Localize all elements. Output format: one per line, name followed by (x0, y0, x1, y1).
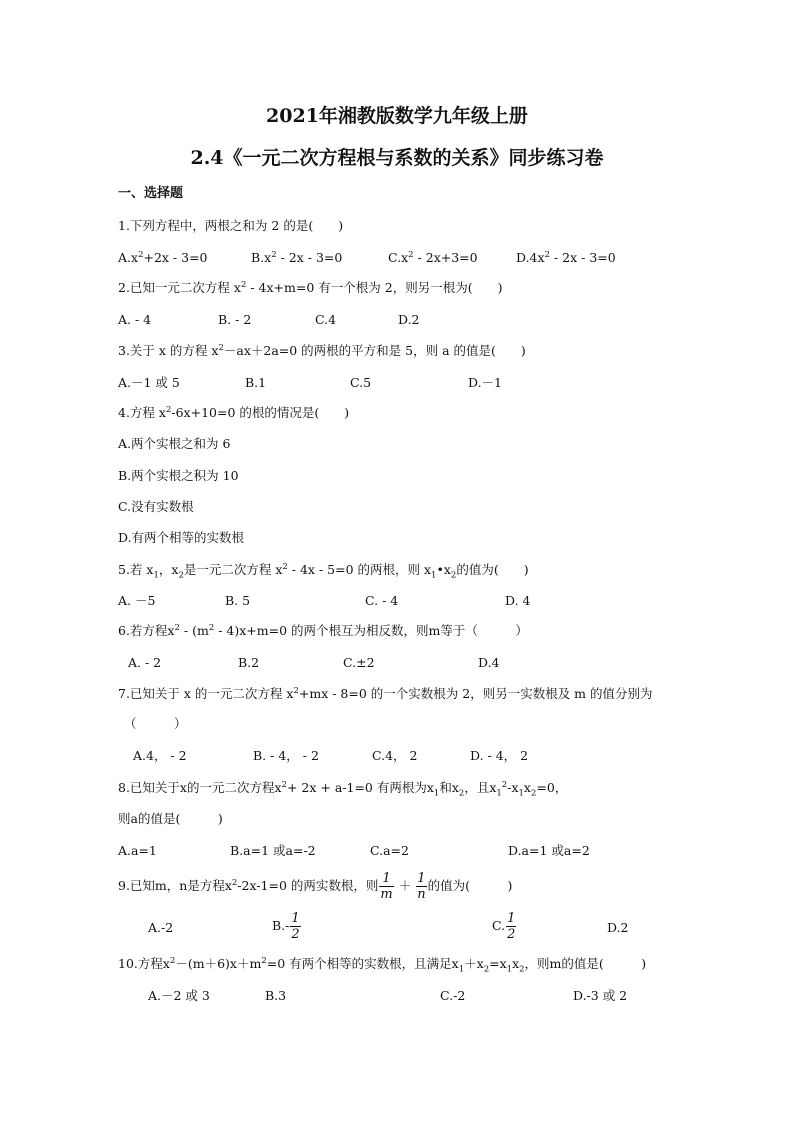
question-4-option-c: C.没有实数根 (118, 499, 194, 514)
question-9-option-c: C. $\frac{1}{2}$ (492, 911, 516, 942)
question-2-option-c: C.4 (315, 312, 337, 327)
question-5-option-d: D. 4 (505, 593, 531, 608)
fraction-1-over-n: $\frac{1}{n}$ (417, 871, 426, 902)
question-4-option-a: A.两个实根之和为 6 (118, 436, 231, 451)
question-7-option-a: A.4， - 2 (133, 748, 187, 763)
question-7-stem-continued: （ ） (124, 716, 187, 731)
question-4-option-b: B.两个实根之积为 10 (118, 468, 239, 483)
question-6-option-d: D.4 (478, 655, 500, 670)
question-10-option-a: A.－2 或 3 (148, 988, 210, 1003)
question-3-option-d: D.－1 (468, 375, 503, 390)
question-10-option-d: D.-3 或 2 (573, 988, 628, 1003)
question-10-stem: 10.方程$x^2-(m+6)x+m^2=0$ 有两个相等的实数根，且满足$x_1+x_2=x_1x_2$，则m的值是( ) (118, 955, 647, 975)
question-2-option-a: A. - 4 (118, 312, 152, 327)
fraction-1-over-2: $\frac{1}{2}$ (507, 911, 516, 942)
section-heading: 一、选择题 (118, 186, 184, 201)
question-8-option-a: A.a=1 (118, 843, 157, 858)
question-3-option-c: C.5 (350, 375, 372, 390)
question-9-option-a: A.-2 (148, 920, 174, 935)
question-2-stem: 2.已知一元二次方程 $x^2 - 4x+m=0$ 有一个根为 2，则另一根为( ) (118, 279, 503, 295)
document-title-line1: 2021年湘教版数学九年级上册 (266, 105, 528, 127)
question-10-option-c: C.-2 (440, 988, 466, 1003)
question-5-option-a: A. －5 (118, 593, 156, 608)
fraction-1-over-2: $\frac{1}{2}$ (291, 911, 300, 942)
question-7-option-b: B. - 4， - 2 (253, 748, 319, 763)
fraction-1-over-m: $\frac{1}{m}$ (380, 871, 393, 902)
question-3-option-b: B.1 (245, 375, 267, 390)
question-2-option-b: B. - 2 (218, 312, 252, 327)
question-4-stem: 4.方程 $x^2-6x+10=0$ 的根的情况是( ) (118, 404, 350, 420)
question-8-option-c: C.a=2 (370, 843, 409, 858)
question-1-stem: 1.下列方程中，两根之和为 2 的是( ) (118, 218, 344, 233)
question-9-stem: 9.已知m，n是方程$x^2-2x-1=0$ 的两实数根，则 $\frac{1}{m}$ ＋ $\frac{1}{n}$ 的值为( ) (118, 871, 513, 902)
question-1-option-a: $A.x^2+2x - 3=0$ (118, 249, 208, 265)
question-3-stem: 3.关于 x 的方程 $x^2-ax+2a=0$ 的两根的平方和是 5，则 a 的值是( ) (118, 342, 526, 358)
question-10-option-b: B.3 (265, 988, 287, 1003)
question-6-option-a: A. - 2 (128, 655, 162, 670)
question-1-option-c: $C.x^2 - 2x+3=0$ (388, 249, 478, 265)
question-9-option-d: D.2 (607, 920, 629, 935)
question-8-stem: 8.已知关于x的一元二次方程$x^2+ 2x + a-1=0$ 有两根为$x_1$和$x_2$，且$x_1^2-x_1x_2=0$， (118, 779, 568, 799)
question-2-option-d: D.2 (398, 312, 420, 327)
question-6-option-c: C.±2 (343, 655, 375, 670)
question-4-option-d: D.有两个相等的实数根 (118, 530, 245, 545)
question-5-option-c: C. - 4 (365, 593, 399, 608)
document-title-line2: 2.4《一元二次方程根与系数的关系》同步练习卷 (190, 147, 604, 169)
question-8-option-d: D.a=1 或a=2 (508, 843, 590, 858)
question-1-option-b: $B.x^2 - 2x - 3=0$ (251, 249, 343, 265)
question-9-option-b: B.- $\frac{1}{2}$ (272, 911, 300, 942)
question-7-stem: 7.已知关于 x 的一元二次方程 $x^2+mx - 8=0$ 的一个实数根为 2，则另一实数根及 m 的值分别为 (118, 685, 653, 701)
question-1-option-d: $D.4x^2 - 2x - 3=0$ (516, 249, 616, 265)
question-8-stem-continued: 则a的值是( ) (118, 811, 223, 826)
question-8-option-b: B.a=1 或a=-2 (230, 843, 316, 858)
question-3-option-a: A.－1 或 5 (118, 375, 180, 390)
question-7-option-d: D. - 4， 2 (470, 748, 529, 763)
question-6-stem: 6.若方程$x^2 - (m^2 - 4)x+m=0$ 的两个根互为相反数，则m等于（ ） (118, 622, 528, 638)
question-7-option-c: C.4， 2 (372, 748, 418, 763)
question-5-stem: 5.若 $x_1$，$x_2$是一元二次方程 $x^2 - 4x - 5=0$ 的两根，则 $x_1•x_2$的值为( ) (118, 561, 529, 581)
question-5-option-b: B. 5 (225, 593, 251, 608)
question-6-option-b: B.2 (238, 655, 260, 670)
